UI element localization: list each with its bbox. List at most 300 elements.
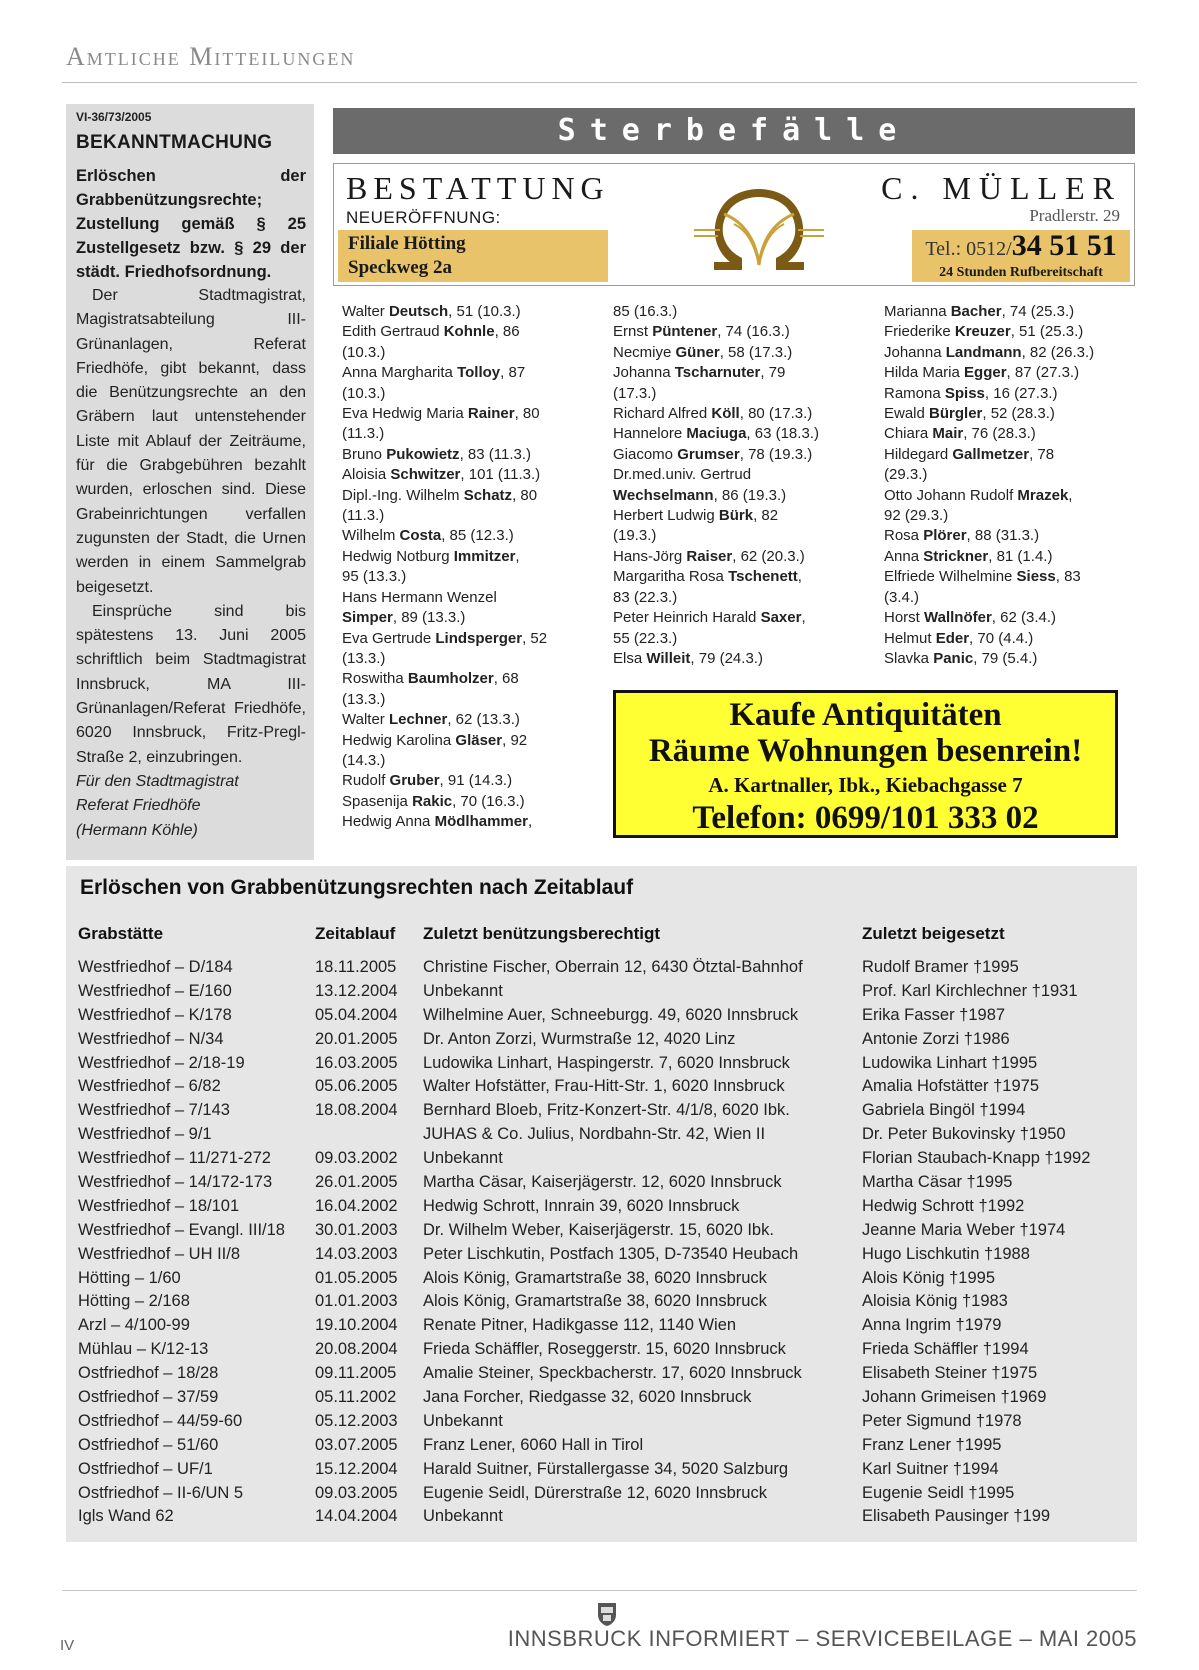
death-entry-text: Margaritha Rosa (613, 568, 729, 586)
death-entry-line (342, 363, 547, 383)
death-entry-line (884, 547, 1094, 567)
death-entry-line (342, 669, 547, 689)
death-entry-surname: Grumser (677, 445, 740, 463)
grave-cell: Ostfriedhof – UF/1 (78, 1459, 213, 1478)
death-entry-text: , 87 (27.3.) (1006, 364, 1080, 382)
expiry-cell: 14.03.2003 (315, 1244, 398, 1263)
death-entry-line (342, 486, 547, 506)
funeral-home-phone-box (912, 230, 1130, 282)
expiry-cell: 19.10.2004 (315, 1316, 398, 1335)
last-buried-cell: Aloisia König †1983 (862, 1292, 1008, 1311)
death-entry-text: , 80 (512, 486, 538, 504)
death-entry-text: , 62 (3.4.) (991, 609, 1056, 627)
funeral-home-branch-address: Speckweg 2a (348, 257, 452, 278)
footer-publication-line: INNSBRUCK INFORMIERT – SERVICEBEILAGE – MAI 2005 (507, 1626, 1137, 1651)
last-buried-cell: Hedwig Schrott †1992 (862, 1196, 1025, 1215)
death-entry-text: , 92 (502, 731, 528, 749)
grave-rights-table (78, 924, 1132, 1531)
death-entry-text: Elsa (613, 649, 647, 667)
last-holder-cell: Eugenie Seidl, Dürerstraße 12, 6020 Innsbruck (423, 1483, 767, 1502)
death-entry-text: (13.3.) (342, 649, 386, 667)
grave-cell: Westfriedhof – 6/82 (78, 1077, 221, 1096)
expiry-cell: 20.01.2005 (315, 1029, 398, 1048)
death-entry-text: (29.3.) (884, 466, 928, 484)
death-entry-text: , 79 (5.4.) (973, 649, 1038, 667)
last-holder-cell: Frieda Schäffler, Roseggerstr. 15, 6020 Innsbruck (423, 1340, 786, 1359)
death-entry-surname: Immitzer (453, 547, 516, 565)
grave-cell: Arzl – 4/100-99 (78, 1316, 190, 1335)
table-row (78, 982, 1132, 1006)
death-entry-text: Aloisia (342, 466, 391, 484)
death-entry-line (342, 690, 547, 710)
death-entry-line (342, 649, 547, 669)
expiry-cell: 05.12.2003 (315, 1411, 398, 1430)
death-entry-text: , 58 (17.3.) (719, 343, 793, 361)
announcement-signature-line-2: Referat Friedhöfe (76, 797, 201, 815)
expiry-cell: 09.03.2002 (315, 1149, 398, 1168)
death-entry-text: Horst (884, 609, 925, 627)
table-row (78, 1006, 1132, 1030)
expiry-cell (315, 1125, 423, 1149)
table-row (78, 1340, 1132, 1364)
city-crest-icon (596, 1601, 618, 1627)
death-entry-text: Richard Alfred (613, 405, 712, 423)
last-buried-cell: Gabriela Bingöl †1994 (862, 1101, 1026, 1120)
last-buried-cell: Dr. Peter Bukovinsky †1950 (862, 1125, 1066, 1144)
death-entry-text: , 63 (18.3.) (746, 425, 819, 443)
death-entry-text: Peter Heinrich Harald (613, 609, 761, 627)
last-holder-cell: Ludowika Linhart, Haspingerstr. 7, 6020 Innsbruck (423, 1053, 790, 1072)
last-holder-cell: Alois König, Gramartstraße 38, 6020 Innsbruck (423, 1268, 767, 1287)
death-entry-line (613, 343, 819, 363)
last-holder-cell: Franz Lener, 6060 Hall in Tirol (423, 1435, 644, 1454)
death-entry-text: (13.3.) (342, 690, 386, 708)
death-entry-surname: Bürgler (929, 405, 983, 423)
death-entry-surname: Rakic (412, 792, 453, 810)
death-entry-text: Walter (342, 303, 389, 320)
death-entry-surname: Costa (399, 527, 442, 545)
deaths-section-banner: Sterbefälle (333, 108, 1135, 154)
death-entry-text: 95 (13.3.) (342, 568, 407, 586)
death-entry-line (342, 751, 547, 771)
announcement-body: Der Stadtmagistrat, Magistratsabteilung III-Grünanlagen, Referat Friedhöfe, gibt bekannt, dass die Benützungsrechte an den Gräbern laut untenstehender Liste mit Ablauf der Zeiträume, für die Grabgebühren bezahlt wurden, erloschen sind. Diese Grabeinrichtungen verfallen zugunsten der Stadt, die Urnen werden in einem Sammelgrab beigesetzt. (76, 287, 306, 596)
death-entry-text: , 78 (1029, 445, 1055, 463)
death-entry-text: Anna (884, 547, 924, 565)
last-holder-cell: JUHAS & Co. Julius, Nordbahn-Str. 42, Wien II (423, 1125, 766, 1144)
death-entry-text: , 86 (494, 323, 520, 341)
death-entry-line (613, 547, 819, 567)
death-entry-line (884, 567, 1094, 587)
death-entry-line (884, 486, 1094, 506)
death-entry-line (884, 302, 1094, 322)
death-entry-text: Herbert Ludwig (613, 507, 719, 525)
grave-cell: Ostfriedhof – 51/60 (78, 1435, 219, 1454)
death-entry-text: Hilda Maria (884, 364, 965, 382)
death-entry-text: , (527, 813, 533, 831)
death-entry-surname: Mödlhammer (434, 813, 528, 831)
deaths-list-column-3 (884, 302, 1094, 669)
death-entry-line (613, 526, 819, 546)
last-buried-cell: Frieda Schäffler †1994 (862, 1340, 1029, 1359)
death-entry-surname: Tolloy (457, 364, 501, 382)
death-entry-surname: Deutsch (388, 303, 449, 320)
grave-cell: Westfriedhof – 14/172-173 (78, 1173, 273, 1192)
death-entry-text: Slavka (884, 649, 934, 667)
death-entry-line (342, 424, 547, 444)
announcement-column (66, 104, 314, 860)
grave-cell: Westfriedhof – K/178 (78, 1005, 232, 1024)
table-row (78, 1269, 1132, 1293)
table-row (78, 1077, 1132, 1101)
death-entry-line (884, 465, 1094, 485)
death-entry-text: Chiara (884, 425, 933, 443)
death-entry-line (342, 445, 547, 465)
last-buried-cell: Elisabeth Steiner †1975 (862, 1364, 1038, 1383)
death-entry-surname: Lindsperger (435, 629, 523, 647)
death-entry-text: , 68 (493, 670, 519, 688)
funeral-home-company: C. MÜLLER (881, 170, 1122, 206)
death-entry-text: (3.4.) (884, 588, 920, 606)
death-entry-text: Hans Hermann Wenzel (342, 588, 497, 606)
death-entry-line (613, 649, 819, 669)
death-entry-text: Friederike (884, 323, 955, 341)
death-entry-text: Eva Gertrude (342, 629, 436, 647)
table-row (78, 1412, 1132, 1436)
table-row (78, 958, 1132, 982)
grave-cell: Westfriedhof – 2/18-19 (78, 1053, 245, 1072)
grave-cell: Westfriedhof – D/184 (78, 958, 233, 976)
death-entry-line (884, 404, 1094, 424)
death-entry-line (342, 302, 547, 322)
announcement-heading: BEKANNTMACHUNG (76, 132, 273, 153)
column-header-expiry: Zeitablauf (315, 924, 396, 943)
expiry-cell: 20.08.2004 (315, 1340, 398, 1359)
death-entry-surname: Püntener (652, 323, 718, 341)
death-entry-surname: Kreuzer (954, 323, 1011, 341)
funeral-home-advertisement (333, 163, 1135, 286)
funeral-home-opening-label: NEUERÖFFNUNG: (346, 208, 501, 227)
death-entry-line (342, 629, 547, 649)
last-holder-cell: Unbekannt (423, 981, 503, 1000)
expiry-cell: 16.03.2005 (315, 1053, 398, 1072)
death-entry-surname: Simper (342, 609, 393, 627)
grave-cell: Westfriedhof – 11/271-272 (78, 1149, 271, 1168)
death-entry-text: , 76 (28.3.) (963, 425, 1036, 443)
last-buried-cell: Johann Grimeisen †1969 (862, 1388, 1047, 1407)
death-entry-text: Ernst (613, 323, 653, 341)
death-entry-text: (11.3.) (342, 507, 385, 525)
expiry-cell: 05.06.2005 (315, 1077, 398, 1096)
death-entry-surname: Bürk (718, 507, 754, 525)
funeral-home-branch-box (338, 230, 608, 282)
death-entry-surname: Lechner (388, 711, 448, 729)
grave-cell: Hötting – 1/60 (78, 1268, 181, 1287)
death-entry-text: Hans-Jörg (613, 547, 687, 565)
grave-cell: Igls Wand 62 (78, 1507, 174, 1526)
last-buried-cell: Antonie Zorzi †1986 (862, 1029, 1010, 1048)
grave-cell: Westfriedhof – 7/143 (78, 1101, 230, 1120)
death-entry-line (342, 731, 547, 751)
last-buried-cell: Karl Suitner †1994 (862, 1459, 999, 1478)
death-entry-line (884, 526, 1094, 546)
grave-cell: Westfriedhof – E/160 (78, 981, 232, 1000)
grave-cell: Westfriedhof – N/34 (78, 1029, 224, 1048)
death-entry-line (342, 812, 547, 832)
death-entry-surname: Maciuga (686, 425, 747, 443)
death-entry-surname: Köll (711, 405, 740, 423)
table-row (78, 1173, 1132, 1197)
death-entry-surname: Saxer (760, 609, 802, 627)
table-row (78, 1436, 1132, 1460)
death-entry-line (342, 771, 547, 791)
death-entry-text: 83 (22.3.) (613, 588, 678, 606)
death-entry-text: Giacomo (613, 445, 678, 463)
death-entry-text: Edith Gertraud (342, 323, 444, 341)
death-entry-line (342, 547, 547, 567)
death-entry-line (342, 526, 547, 546)
expiry-cell: 05.04.2004 (315, 1005, 398, 1024)
death-entry-text: Hedwig Karolina (342, 731, 456, 749)
death-entry-text: (10.3.) (342, 343, 386, 361)
death-entry-text: , (515, 547, 520, 565)
table-row (78, 1292, 1132, 1316)
death-entry-text: 85 (16.3.) (613, 303, 678, 320)
last-buried-cell: Ludowika Linhart †1995 (862, 1053, 1038, 1072)
table-row (78, 1316, 1132, 1340)
last-buried-cell: Peter Sigmund †1978 (862, 1411, 1022, 1430)
death-entry-text: Ramona (884, 384, 945, 402)
death-entry-surname: Baumholzer (407, 670, 494, 688)
death-entry-text: , 16 (27.3.) (984, 384, 1058, 402)
death-entry-text: (11.3.) (342, 425, 385, 443)
death-entry-line (613, 486, 819, 506)
death-entry-line (884, 322, 1094, 342)
antiques-ad-line-1: Kaufe Antiquitäten (729, 697, 1002, 733)
page-header-title: Amtliche Mitteilungen (66, 42, 356, 71)
death-entry-line (884, 506, 1094, 526)
table-row (78, 1484, 1132, 1508)
last-holder-cell: Jana Forcher, Riedgasse 32, 6020 Innsbruck (423, 1388, 752, 1407)
death-entry-line (613, 445, 819, 465)
table-row (78, 1245, 1132, 1269)
funeral-home-phone: Tel.: 0512/34 51 51 (925, 229, 1117, 262)
death-entry-surname: Eder (935, 629, 970, 647)
last-holder-cell: Peter Lischkutin, Postfach 1305, D-73540 Heubach (423, 1244, 799, 1263)
expiry-cell: 26.01.2005 (315, 1173, 398, 1192)
last-holder-cell: Unbekannt (423, 1507, 503, 1526)
death-entry-surname: Willeit (646, 649, 691, 667)
death-entry-line (613, 465, 819, 485)
death-entry-text: 55 (22.3.) (613, 629, 678, 647)
death-entry-text: (19.3.) (613, 527, 657, 545)
table-row (78, 1125, 1132, 1149)
death-entry-surname: Wallnöfer (924, 609, 992, 627)
death-entry-line (884, 384, 1094, 404)
last-buried-cell: Anna Ingrim †1979 (862, 1316, 1002, 1335)
last-buried-cell: Florian Staubach-Knapp †1992 (862, 1149, 1091, 1168)
death-entry-line (342, 710, 547, 730)
column-header-last-buried: Zuletzt beigesetzt (862, 924, 1005, 943)
death-entry-line (342, 322, 547, 342)
death-entry-text: Ewald (884, 405, 930, 423)
last-holder-cell: Martha Cäsar, Kaiserjägerstr. 12, 6020 Innsbruck (423, 1173, 782, 1192)
death-entry-line (884, 608, 1094, 628)
death-entry-surname: Landmann (945, 343, 1022, 361)
death-entry-text: , 88 (31.3.) (966, 527, 1040, 545)
death-entry-surname: Schwitzer (390, 466, 461, 484)
last-holder-cell: Renate Pitner, Hadikgasse 112, 1140 Wien (423, 1316, 737, 1335)
announcement-reference: VI-36/73/2005 (76, 110, 152, 124)
death-entry-line (342, 792, 547, 812)
table-row (78, 1507, 1132, 1531)
header-divider (62, 82, 1137, 83)
death-entry-text: , 83 (1055, 568, 1081, 586)
death-entry-text: Roswitha (342, 670, 408, 688)
death-entry-surname: Pukowietz (386, 445, 460, 463)
death-entry-surname: Egger (964, 364, 1007, 382)
announcement-subject: Erlöschen der Grabbenützungsrechte; Zustellung gemäß § 25 Zustellgesetz bzw. § 29 der städt. Friedhofsordnung. (76, 167, 306, 281)
death-entry-line (613, 363, 819, 383)
expiry-cell: 14.04.2004 (315, 1507, 398, 1526)
last-buried-cell: Amalia Hofstätter †1975 (862, 1077, 1040, 1096)
death-entry-surname: Wechselmann (613, 486, 714, 504)
death-entry-line (342, 465, 547, 485)
death-entry-line (884, 588, 1094, 608)
death-entry-surname: Gallmetzer (952, 445, 1030, 463)
expiry-cell: 13.12.2004 (315, 981, 398, 1000)
last-buried-cell: Martha Cäsar †1995 (862, 1173, 1013, 1192)
expiry-cell: 30.01.2003 (315, 1220, 398, 1239)
death-entry-text: Spasenija (342, 792, 413, 810)
table-row (78, 1388, 1132, 1412)
death-entry-text: , 51 (25.3.) (1010, 323, 1084, 341)
death-entry-surname: Kohnle (443, 323, 495, 341)
deaths-list-column-2 (613, 302, 819, 669)
death-entry-text: Otto Johann Rudolf (884, 486, 1018, 504)
death-entry-surname: Rainer (467, 405, 515, 423)
table-row (78, 1149, 1132, 1173)
last-holder-cell: Unbekannt (423, 1149, 503, 1168)
last-buried-cell: Eugenie Seidl †1995 (862, 1483, 1015, 1502)
grave-cell: Westfriedhof – 9/1 (78, 1125, 212, 1144)
death-entry-surname: Panic (933, 649, 974, 667)
expiry-cell: 05.11.2002 (315, 1388, 397, 1407)
announcement-signature-line-3: (Hermann Köhle) (76, 821, 198, 839)
antiques-ad-address: A. Kartnaller, Ibk., Kiebachgasse 7 (708, 773, 1023, 797)
last-buried-cell: Hugo Lischkutin †1988 (862, 1244, 1030, 1263)
omega-logo-icon (694, 170, 824, 280)
death-entry-text: (17.3.) (613, 384, 657, 402)
last-holder-cell: Christine Fischer, Oberrain 12, 6430 Ötztal-Bahnhof (423, 958, 803, 976)
death-entry-text: Walter (342, 711, 389, 729)
last-holder-cell: Harald Suitner, Fürstallergasse 34, 5020 Salzburg (423, 1459, 789, 1478)
death-entry-text: Anna Margharita (342, 364, 458, 382)
death-entry-surname: Raiser (686, 547, 733, 565)
death-entry-text: , 62 (20.3.) (732, 547, 805, 565)
death-entry-text: , 79 (760, 364, 786, 382)
death-entry-line (342, 343, 547, 363)
death-entry-surname: Tscharnuter (674, 364, 761, 382)
expiry-cell: 16.04.2002 (315, 1196, 398, 1215)
death-entry-text: 92 (29.3.) (884, 507, 949, 525)
last-buried-cell: Prof. Karl Kirchlechner †1931 (862, 981, 1078, 1000)
expiry-cell: 01.05.2005 (315, 1268, 398, 1287)
death-entry-line (613, 629, 819, 649)
death-entry-surname: Strickner (923, 547, 989, 565)
column-header-grave: Grabstätte (78, 924, 164, 943)
death-entry-text: Elfriede Wilhelmine (884, 568, 1017, 586)
death-entry-line (613, 567, 819, 587)
death-entry-text: , 80 (17.3.) (739, 405, 813, 423)
death-entry-text: , (1068, 486, 1073, 504)
death-entry-text: Hannelore (613, 425, 687, 443)
death-entry-line (884, 629, 1094, 649)
footer-divider (62, 1590, 1137, 1591)
antiques-advertisement (613, 690, 1118, 838)
death-entry-text: Wilhelm (342, 527, 400, 545)
last-buried-cell: Erika Fasser †1987 (862, 1005, 1006, 1024)
funeral-home-street: Pradlerstr. 29 (1029, 206, 1120, 225)
death-entry-surname: Siess (1016, 568, 1056, 586)
announcement-signature-line-1: Für den Stadtmagistrat (76, 772, 239, 790)
death-entry-text: Marianna (884, 303, 951, 320)
expiry-cell: 18.08.2004 (315, 1101, 398, 1120)
table-row (78, 1030, 1132, 1054)
death-entry-text: Johanna (613, 364, 675, 382)
table-row (78, 1364, 1132, 1388)
death-entry-line (342, 588, 547, 608)
funeral-home-service-hours: 24 Stunden Rufbereitschaft (939, 265, 1103, 280)
antiques-ad-line-2: Räume Wohnungen besenrein! (648, 733, 1083, 769)
death-entry-text: , 74 (25.3.) (1001, 303, 1075, 320)
last-buried-cell: Elisabeth Pausinger †199 (862, 1507, 1051, 1526)
expiry-cell: 15.12.2004 (315, 1459, 398, 1478)
death-entry-line (613, 424, 819, 444)
last-holder-cell: Alois König, Gramartstraße 38, 6020 Innsbruck (423, 1292, 767, 1311)
death-entry-surname: Gläser (455, 731, 503, 749)
death-entry-text: , 79 (24.3.) (690, 649, 763, 667)
death-entry-text: , 52 (522, 629, 548, 647)
expiry-cell: 01.01.2003 (315, 1292, 398, 1311)
death-entry-surname: Bacher (950, 303, 1002, 320)
death-entry-line (342, 384, 547, 404)
death-entry-line (613, 608, 819, 628)
death-entry-text: , 86 (19.3.) (713, 486, 787, 504)
death-entry-text: , 74 (16.3.) (717, 323, 790, 341)
grave-rights-section (66, 866, 1137, 1542)
death-entry-text: , 101 (11.3.) (460, 466, 541, 484)
death-entry-text: Johanna (884, 343, 946, 361)
death-entry-text: , 78 (19.3.) (739, 445, 813, 463)
last-buried-cell: Jeanne Maria Weber †1974 (862, 1220, 1066, 1239)
death-entry-line (884, 343, 1094, 363)
table-row (78, 1101, 1132, 1125)
death-entry-text: Hedwig Anna (342, 813, 435, 831)
death-entry-text: Rudolf (342, 772, 390, 790)
death-entry-line (613, 384, 819, 404)
expiry-cell: 09.03.2005 (315, 1483, 398, 1502)
death-entry-text: , 70 (16.3.) (452, 792, 525, 810)
death-entry-line (613, 506, 819, 526)
last-holder-cell: Hedwig Schrott, Innrain 39, 6020 Innsbruck (423, 1196, 740, 1215)
death-entry-text: , (797, 568, 802, 586)
death-entry-text: Hedwig Notburg (342, 547, 454, 565)
last-holder-cell: Amalie Steiner, Speckbacherstr. 17, 6020 Innsbruck (423, 1364, 802, 1383)
death-entry-surname: Spiss (944, 384, 985, 402)
death-entry-text: Dr.med.univ. Gertrud (613, 466, 752, 484)
grave-cell: Westfriedhof – UH II/8 (78, 1244, 241, 1263)
last-buried-cell: Alois König †1995 (862, 1268, 996, 1287)
